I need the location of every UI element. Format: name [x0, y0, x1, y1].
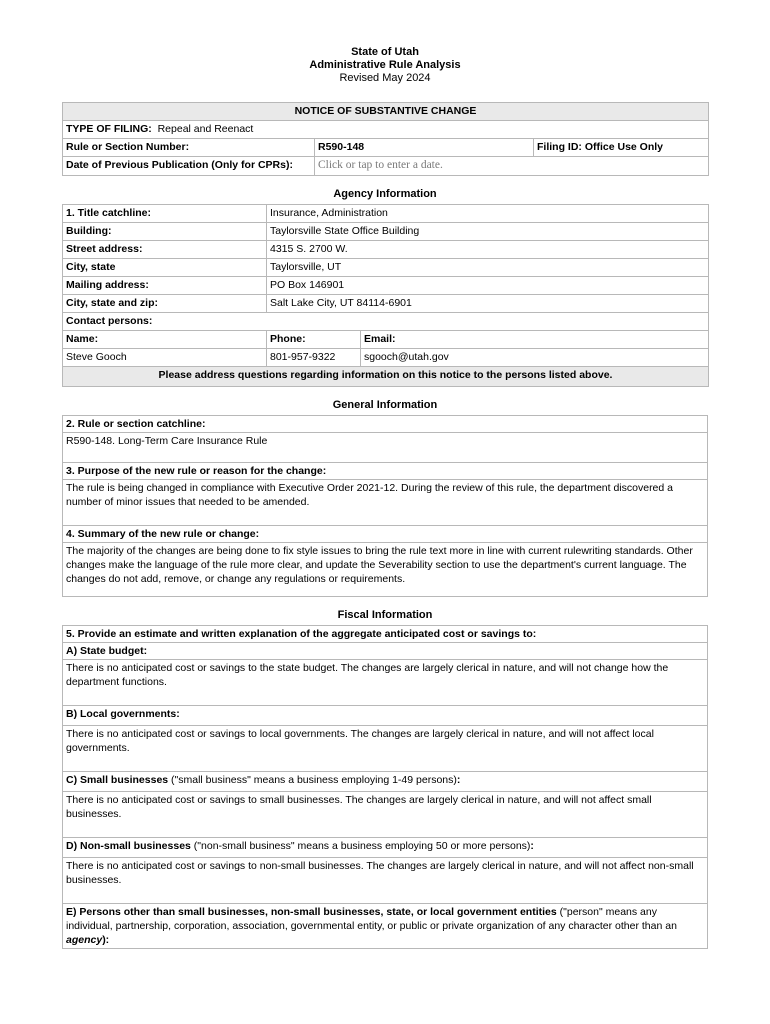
small-businesses-label-colon: : [456, 774, 461, 786]
local-governments-label: B) Local governments: [63, 706, 708, 726]
q4-label: 4. Summary of the new rule or change: [63, 526, 708, 543]
header-state: State of Utah [351, 46, 419, 58]
state-budget-label: A) State budget: [63, 643, 708, 660]
city-state-zip-label: City, state and zip: [63, 295, 267, 313]
other-persons-label [63, 904, 708, 949]
type-of-filing-label: TYPE OF FILING: [66, 123, 152, 135]
fiscal-table [62, 625, 708, 949]
phone-header: Phone: [267, 331, 361, 349]
q5-label: 5. Provide an estimate and written explanation of the aggregate anticipated cost or savings to: [63, 626, 708, 643]
date-picker-field[interactable] [315, 157, 709, 176]
contact-phone: 801-957-9322 [267, 349, 361, 367]
q4-answer: The majority of the changes are being done to fix style issues to bring the rule text more in line with current rulewriting standards. Other changes make the language of the rule more clear, and update the Severability section to use the department's current language. The changes do not add, remove, or change any regulations or requirements. [63, 543, 708, 597]
non-small-businesses-label-colon: : [530, 840, 534, 852]
rule-number-value: R590-148 [315, 139, 534, 157]
city-state-value: Taylorsville, UT [267, 259, 709, 277]
state-budget-answer: There is no anticipated cost or savings to the state budget. The changes are largely clerical in nature, and will not change how the department functions. [63, 660, 708, 706]
local-governments-answer: There is no anticipated cost or savings to local governments. The changes are largely clerical in nature, and will not affect local governments. [63, 726, 708, 772]
small-businesses-label-rest: ("small business" means a business employing 1-49 persons) [168, 774, 457, 786]
mailing-address-label: Mailing address: [63, 277, 267, 295]
email-header: Email: [361, 331, 709, 349]
type-of-filing-row [63, 121, 709, 139]
contact-email: sgooch@utah.gov [361, 349, 709, 367]
q2-label: 2. Rule or section catchline: [63, 416, 708, 433]
filing-id: Filing ID: Office Use Only [534, 139, 709, 157]
type-of-filing-value: Repeal and Reenact [157, 123, 254, 135]
non-small-businesses-label-rest: ("non-small business" means a business employing 50 or more persons) [190, 840, 531, 852]
general-section-title: General Information [332, 399, 438, 411]
building-value: Taylorsville State Office Building [267, 223, 709, 241]
document-header [62, 46, 708, 85]
rule-number-label: Rule or Section Number: [63, 139, 315, 157]
contact-persons-label: Contact persons: [63, 313, 709, 331]
name-header: Name: [63, 331, 267, 349]
previous-publication-label: Date of Previous Publication (Only for CPRs): [63, 157, 315, 176]
contact-name: Steve Gooch [63, 349, 267, 367]
building-label: Building: [63, 223, 267, 241]
q3-answer: The rule is being changed in compliance with Executive Order 2021-12. During the review of this rule, the department discovered a number of minor issues that needed to be amended. [63, 480, 708, 526]
small-businesses-label-bold: C) Small businesses [66, 774, 169, 786]
title-catchline-value: Insurance, Administration [267, 205, 709, 223]
non-small-businesses-label-bold: D) Non-small businesses [66, 840, 191, 852]
non-small-businesses-answer: There is no anticipated cost or savings to non-small businesses. The changes are largely clerical in nature, and will not affect non-small businesses. [63, 858, 708, 904]
city-state-label: City, state [63, 259, 267, 277]
notice-table [62, 102, 709, 176]
contact-note: Please address questions regarding information on this notice to the persons listed above. [63, 367, 709, 387]
mailing-address-value: PO Box 146901 [267, 277, 709, 295]
q2-answer: R590-148. Long-Term Care Insurance Rule [63, 433, 708, 463]
small-businesses-label [63, 772, 708, 792]
other-persons-label-rest: ("person" means any individual, partnership, corporation, association, governmental entity, or public or private organization of any character other than an [66, 906, 677, 932]
small-businesses-answer: There is no anticipated cost or savings to small businesses. The changes are largely clerical in nature, and will not affect small businesses. [63, 792, 708, 838]
agency-section-title: Agency Information [333, 188, 437, 200]
header-title: Administrative Rule Analysis [309, 59, 461, 71]
title-catchline-label: 1. Title catchline: [63, 205, 267, 223]
agency-table [62, 204, 709, 387]
non-small-businesses-label [63, 838, 708, 858]
street-address-value: 4315 S. 2700 W. [267, 241, 709, 259]
city-state-zip-value: Salt Lake City, UT 84114-6901 [267, 295, 709, 313]
fiscal-section-title: Fiscal Information [337, 609, 433, 621]
other-persons-label-bold: E) Persons other than small businesses, non-small businesses, state, or local government entities [66, 906, 557, 918]
other-persons-label-agency: agency [66, 934, 103, 946]
form-page [62, 46, 708, 949]
date-placeholder[interactable]: Click or tap to enter a date. [318, 159, 443, 171]
header-revised: Revised May 2024 [339, 72, 431, 84]
q3-label: 3. Purpose of the new rule or reason for the change: [63, 463, 708, 480]
notice-title: NOTICE OF SUBSTANTIVE CHANGE [63, 103, 709, 121]
street-address-label: Street address: [63, 241, 267, 259]
other-persons-label-end: ): [102, 934, 110, 946]
general-table [62, 415, 708, 597]
